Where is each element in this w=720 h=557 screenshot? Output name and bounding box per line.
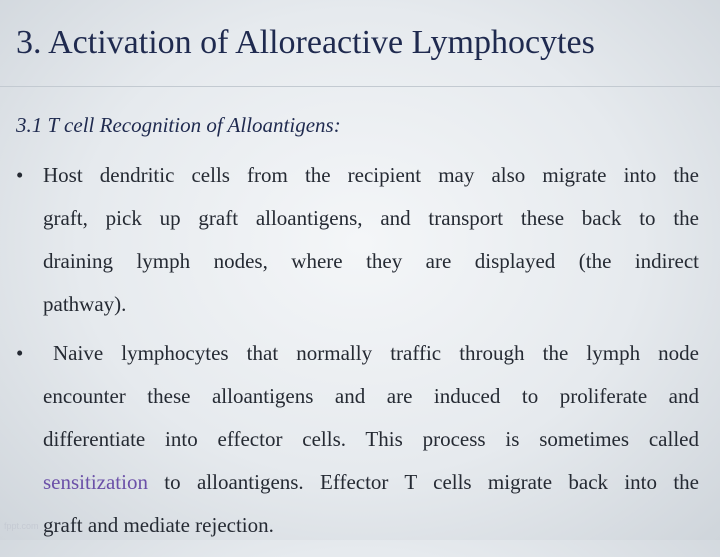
title-divider xyxy=(0,86,720,87)
bullet-2-line: encounter these alloantigens and are induced to proliferate and xyxy=(43,384,699,408)
slide-title: 3. Activation of Alloreactive Lymphocytes xyxy=(16,24,595,61)
highlighted-term: sensitization xyxy=(43,470,148,494)
bullet-1-line: pathway). xyxy=(43,292,127,316)
watermark-text: fppt.com xyxy=(4,521,39,531)
bullet-1-line: graft, pick up graft alloantigens, and transport these back to the xyxy=(43,206,699,230)
bullet-2-line: Naive lymphocytes that normally traffic through the lymph node xyxy=(53,341,699,365)
bullet-2-line: graft and mediate rejection. xyxy=(43,513,274,537)
section-subtitle: 3.1 T cell Recognition of Alloantigens: xyxy=(16,113,341,137)
bullet-1-line: draining lymph nodes, where they are displayed (the indirect xyxy=(43,249,699,273)
bullet-1-line: Host dendritic cells from the recipient may also migrate into the xyxy=(43,163,699,187)
bullet-2-line-4-text: to alloantigens. Effector T cells migrate back into the xyxy=(147,470,699,494)
bullet-2-line-4 xyxy=(43,470,699,514)
bullet-marker: • xyxy=(16,163,24,187)
bullet-marker: • xyxy=(16,341,24,365)
bullet-2-line: differentiate into effector cells. This process is sometimes called xyxy=(43,427,699,451)
